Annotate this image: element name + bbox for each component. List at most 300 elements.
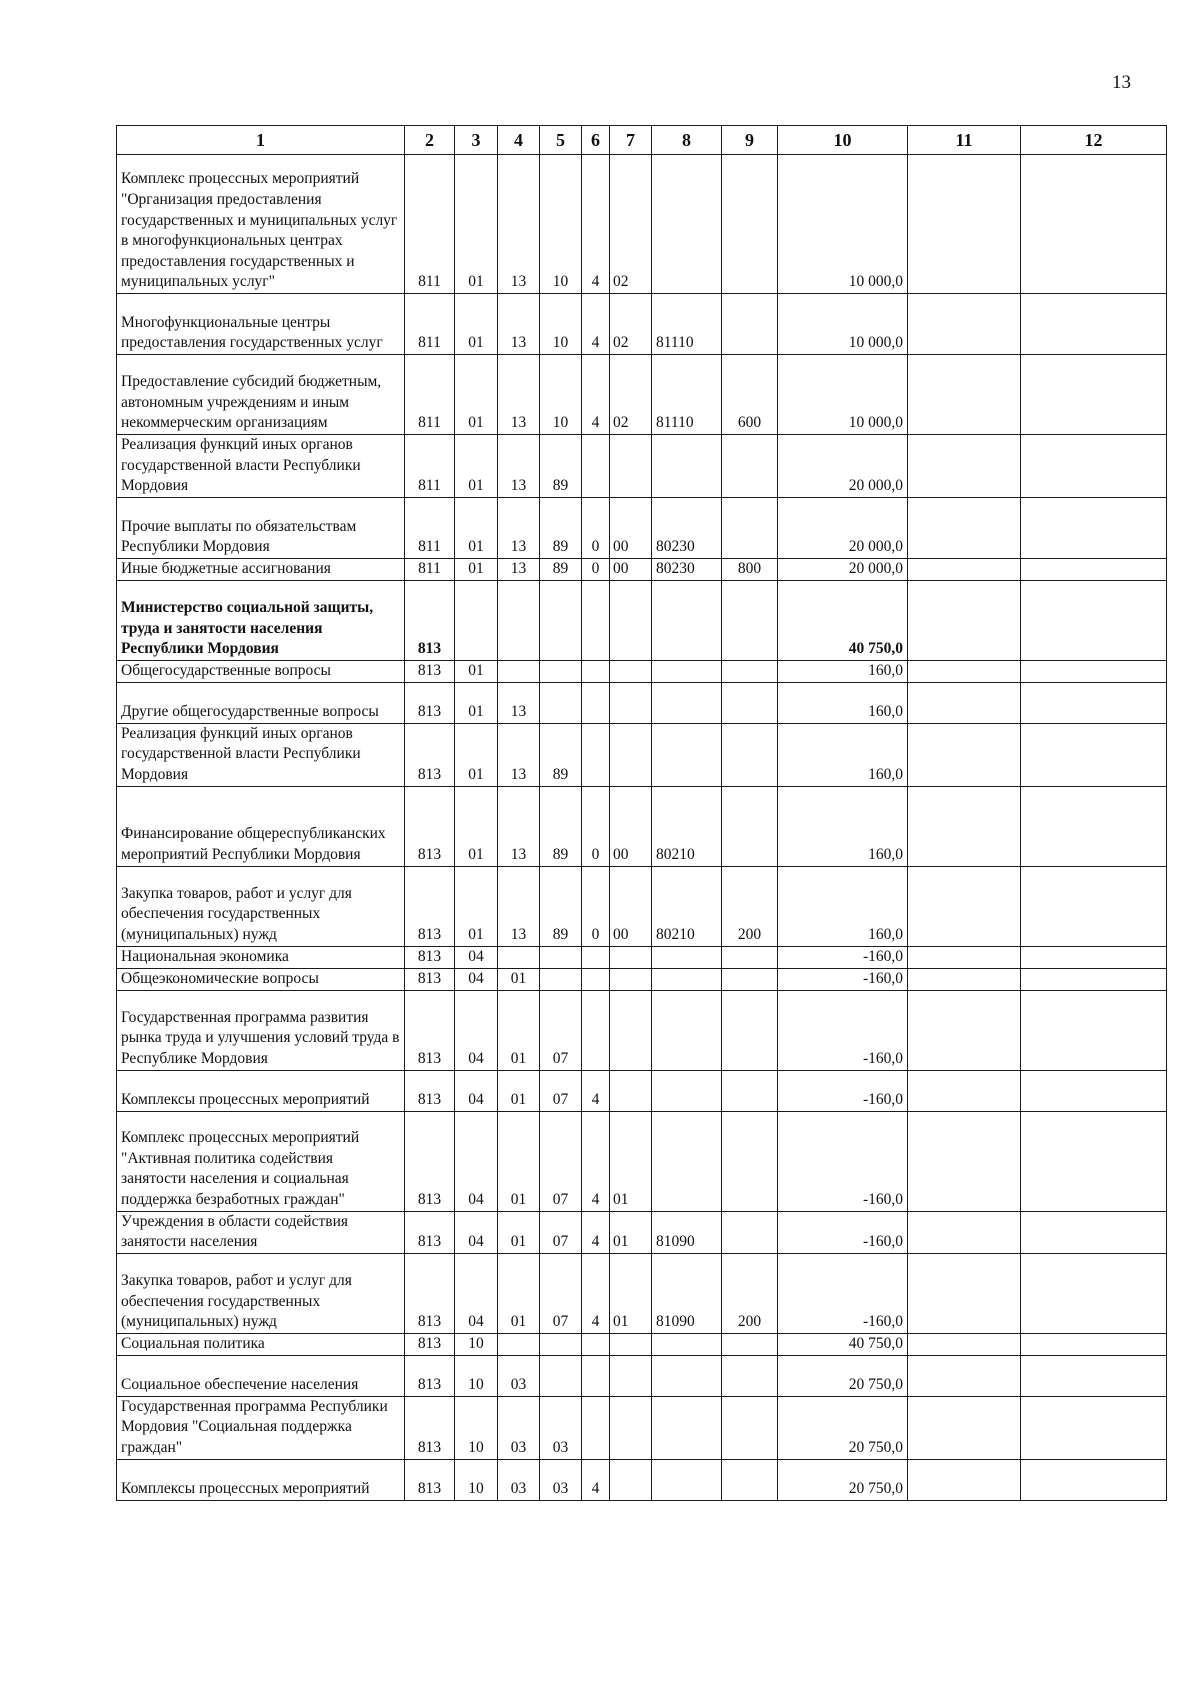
row-name: Иные бюджетные ассигнования xyxy=(117,558,405,580)
code-cell-11 xyxy=(908,1459,1021,1500)
code-cell-4: 03 xyxy=(498,1396,540,1459)
code-cell-3: 01 xyxy=(455,558,498,580)
code-cell-7 xyxy=(610,1070,652,1111)
row-name: Комплексы процессных мероприятий xyxy=(117,1070,405,1111)
code-cell-9: 600 xyxy=(722,355,778,435)
code-cell-2: 813 xyxy=(405,786,455,866)
amount-cell: -160,0 xyxy=(778,1253,908,1333)
column-header-12: 12 xyxy=(1021,126,1167,155)
code-cell-9 xyxy=(722,294,778,355)
code-cell-6 xyxy=(582,435,610,498)
code-cell-9 xyxy=(722,1211,778,1253)
code-cell-6: 4 xyxy=(582,1253,610,1333)
code-cell-4 xyxy=(498,946,540,968)
code-cell-8 xyxy=(652,1396,722,1459)
code-cell-7 xyxy=(610,1333,652,1355)
code-cell-7: 00 xyxy=(610,558,652,580)
row-name: Общегосударственные вопросы xyxy=(117,660,405,682)
amount-cell: 10 000,0 xyxy=(778,355,908,435)
column-header-5: 5 xyxy=(540,126,582,155)
code-cell-7: 02 xyxy=(610,294,652,355)
code-cell-3: 04 xyxy=(455,1253,498,1333)
code-cell-5: 07 xyxy=(540,1253,582,1333)
row-name: Другие общегосударственные вопросы xyxy=(117,682,405,723)
column-header-2: 2 xyxy=(405,126,455,155)
code-cell-2: 813 xyxy=(405,1211,455,1253)
code-cell-7: 01 xyxy=(610,1211,652,1253)
code-cell-6 xyxy=(582,1355,610,1396)
code-cell-8: 81110 xyxy=(652,355,722,435)
column-header-10: 10 xyxy=(778,126,908,155)
code-cell-11 xyxy=(908,435,1021,498)
table-body xyxy=(117,155,1167,1501)
amount-cell: 160,0 xyxy=(778,723,908,786)
page-number: 13 xyxy=(1112,72,1131,93)
table-row xyxy=(117,355,1167,435)
column-header-9: 9 xyxy=(722,126,778,155)
code-cell-11 xyxy=(908,558,1021,580)
code-cell-9 xyxy=(722,990,778,1070)
code-cell-7 xyxy=(610,1459,652,1500)
code-cell-8: 80230 xyxy=(652,558,722,580)
code-cell-4: 13 xyxy=(498,355,540,435)
code-cell-12 xyxy=(1021,435,1167,498)
code-cell-11 xyxy=(908,1355,1021,1396)
table-row xyxy=(117,1253,1167,1333)
code-cell-7 xyxy=(610,682,652,723)
code-cell-4: 13 xyxy=(498,155,540,294)
code-cell-3: 10 xyxy=(455,1396,498,1459)
amount-cell: 160,0 xyxy=(778,866,908,946)
row-name: Комплекс процессных мероприятий "Организация предоставления государственных и муниципальных услуг в многофункциональных центрах предоставления государственных и муниципальных услуг" xyxy=(117,155,405,294)
code-cell-3: 01 xyxy=(455,294,498,355)
code-cell-4 xyxy=(498,1333,540,1355)
row-name: Государственная программа Республики Мордовия "Социальная поддержка граждан" xyxy=(117,1396,405,1459)
code-cell-8 xyxy=(652,1459,722,1500)
code-cell-12 xyxy=(1021,294,1167,355)
code-cell-6 xyxy=(582,580,610,660)
code-cell-3: 01 xyxy=(455,660,498,682)
code-cell-6 xyxy=(582,723,610,786)
code-cell-2: 813 xyxy=(405,1111,455,1211)
table-row xyxy=(117,294,1167,355)
code-cell-6: 0 xyxy=(582,497,610,558)
code-cell-2: 811 xyxy=(405,355,455,435)
code-cell-8 xyxy=(652,1111,722,1211)
code-cell-7 xyxy=(610,580,652,660)
code-cell-4: 03 xyxy=(498,1355,540,1396)
code-cell-9: 200 xyxy=(722,1253,778,1333)
code-cell-2: 813 xyxy=(405,990,455,1070)
code-cell-5: 89 xyxy=(540,866,582,946)
code-cell-12 xyxy=(1021,1333,1167,1355)
code-cell-2: 813 xyxy=(405,866,455,946)
row-name: Общеэкономические вопросы xyxy=(117,968,405,990)
code-cell-8 xyxy=(652,682,722,723)
code-cell-5: 07 xyxy=(540,1211,582,1253)
code-cell-2: 813 xyxy=(405,1355,455,1396)
code-cell-5 xyxy=(540,682,582,723)
code-cell-6: 4 xyxy=(582,1111,610,1211)
code-cell-7: 00 xyxy=(610,786,652,866)
code-cell-12 xyxy=(1021,155,1167,294)
code-cell-4 xyxy=(498,580,540,660)
code-cell-11 xyxy=(908,1333,1021,1355)
code-cell-8: 81090 xyxy=(652,1253,722,1333)
row-name: Учреждения в области содействия занятости населения xyxy=(117,1211,405,1253)
code-cell-9 xyxy=(722,155,778,294)
code-cell-5: 89 xyxy=(540,558,582,580)
code-cell-4: 13 xyxy=(498,435,540,498)
row-name: Прочие выплаты по обязательствам Республики Мордовия xyxy=(117,497,405,558)
code-cell-3: 04 xyxy=(455,990,498,1070)
code-cell-7 xyxy=(610,660,652,682)
row-name: Государственная программа развития рынка труда и улучшения условий труда в Республике Мордовия xyxy=(117,990,405,1070)
code-cell-9 xyxy=(722,1459,778,1500)
code-cell-2: 813 xyxy=(405,660,455,682)
code-cell-3: 04 xyxy=(455,946,498,968)
table-row xyxy=(117,946,1167,968)
code-cell-8: 80210 xyxy=(652,866,722,946)
code-cell-8 xyxy=(652,1333,722,1355)
code-cell-4: 13 xyxy=(498,294,540,355)
code-cell-9 xyxy=(722,497,778,558)
table-row xyxy=(117,723,1167,786)
row-name: Комплекс процессных мероприятий "Активная политика содействия занятости населения и социальная поддержка безработных граждан" xyxy=(117,1111,405,1211)
code-cell-12 xyxy=(1021,682,1167,723)
code-cell-6 xyxy=(582,946,610,968)
code-cell-6 xyxy=(582,990,610,1070)
code-cell-6: 0 xyxy=(582,786,610,866)
code-cell-7 xyxy=(610,968,652,990)
code-cell-11 xyxy=(908,580,1021,660)
code-cell-9 xyxy=(722,968,778,990)
column-header-1: 1 xyxy=(117,126,405,155)
code-cell-5: 89 xyxy=(540,723,582,786)
code-cell-5: 07 xyxy=(540,1111,582,1211)
code-cell-5 xyxy=(540,580,582,660)
code-cell-12 xyxy=(1021,558,1167,580)
table-row xyxy=(117,435,1167,498)
code-cell-7 xyxy=(610,1396,652,1459)
code-cell-4: 01 xyxy=(498,1253,540,1333)
code-cell-6: 0 xyxy=(582,866,610,946)
code-cell-2: 813 xyxy=(405,1070,455,1111)
code-cell-2: 813 xyxy=(405,682,455,723)
code-cell-8: 80230 xyxy=(652,497,722,558)
code-cell-8 xyxy=(652,580,722,660)
table-row xyxy=(117,1211,1167,1253)
code-cell-12 xyxy=(1021,355,1167,435)
row-name: Закупка товаров, работ и услуг для обеспечения государственных (муниципальных) нужд xyxy=(117,866,405,946)
code-cell-12 xyxy=(1021,1070,1167,1111)
code-cell-3: 01 xyxy=(455,355,498,435)
code-cell-6: 0 xyxy=(582,558,610,580)
code-cell-12 xyxy=(1021,946,1167,968)
code-cell-2: 813 xyxy=(405,580,455,660)
code-cell-3: 01 xyxy=(455,497,498,558)
code-cell-4: 13 xyxy=(498,866,540,946)
code-cell-11 xyxy=(908,946,1021,968)
code-cell-4: 01 xyxy=(498,990,540,1070)
code-cell-4 xyxy=(498,660,540,682)
amount-cell: 160,0 xyxy=(778,682,908,723)
code-cell-11 xyxy=(908,786,1021,866)
header-row xyxy=(117,126,1167,155)
code-cell-5: 03 xyxy=(540,1459,582,1500)
code-cell-3: 10 xyxy=(455,1355,498,1396)
table-row xyxy=(117,660,1167,682)
code-cell-9 xyxy=(722,786,778,866)
amount-cell: 20 000,0 xyxy=(778,558,908,580)
code-cell-2: 813 xyxy=(405,723,455,786)
table-row xyxy=(117,1111,1167,1211)
code-cell-11 xyxy=(908,866,1021,946)
code-cell-2: 811 xyxy=(405,497,455,558)
code-cell-6 xyxy=(582,660,610,682)
amount-cell: -160,0 xyxy=(778,1111,908,1211)
code-cell-12 xyxy=(1021,660,1167,682)
amount-cell: 160,0 xyxy=(778,786,908,866)
row-name: Реализация функций иных органов государственной власти Республики Мордовия xyxy=(117,435,405,498)
row-name: Социальная политика xyxy=(117,1333,405,1355)
amount-cell: -160,0 xyxy=(778,968,908,990)
code-cell-9 xyxy=(722,1355,778,1396)
code-cell-6: 4 xyxy=(582,155,610,294)
code-cell-2: 811 xyxy=(405,558,455,580)
row-name: Многофункциональные центры предоставления государственных услуг xyxy=(117,294,405,355)
code-cell-6: 4 xyxy=(582,1459,610,1500)
code-cell-3: 01 xyxy=(455,682,498,723)
code-cell-2: 813 xyxy=(405,946,455,968)
code-cell-12 xyxy=(1021,968,1167,990)
code-cell-2: 813 xyxy=(405,1253,455,1333)
table-row xyxy=(117,1396,1167,1459)
code-cell-5: 07 xyxy=(540,990,582,1070)
code-cell-5: 89 xyxy=(540,786,582,866)
code-cell-3: 01 xyxy=(455,435,498,498)
table-header xyxy=(117,126,1167,155)
amount-cell: 20 750,0 xyxy=(778,1355,908,1396)
amount-cell: -160,0 xyxy=(778,1070,908,1111)
code-cell-5 xyxy=(540,1355,582,1396)
code-cell-12 xyxy=(1021,1211,1167,1253)
code-cell-7: 01 xyxy=(610,1111,652,1211)
code-cell-11 xyxy=(908,355,1021,435)
table-row xyxy=(117,1459,1167,1500)
code-cell-11 xyxy=(908,155,1021,294)
code-cell-6 xyxy=(582,1333,610,1355)
code-cell-3: 01 xyxy=(455,866,498,946)
code-cell-2: 813 xyxy=(405,1396,455,1459)
table-row xyxy=(117,1355,1167,1396)
code-cell-4: 01 xyxy=(498,1211,540,1253)
amount-cell: 40 750,0 xyxy=(778,1333,908,1355)
code-cell-3: 01 xyxy=(455,155,498,294)
code-cell-7 xyxy=(610,1355,652,1396)
table-row xyxy=(117,1070,1167,1111)
code-cell-8 xyxy=(652,660,722,682)
code-cell-9 xyxy=(722,435,778,498)
code-cell-3: 01 xyxy=(455,723,498,786)
budget-table xyxy=(116,125,1167,1501)
code-cell-4: 03 xyxy=(498,1459,540,1500)
code-cell-4: 13 xyxy=(498,497,540,558)
code-cell-7 xyxy=(610,990,652,1070)
table-row xyxy=(117,990,1167,1070)
code-cell-11 xyxy=(908,497,1021,558)
code-cell-7: 02 xyxy=(610,155,652,294)
code-cell-9 xyxy=(722,682,778,723)
code-cell-4: 13 xyxy=(498,558,540,580)
column-header-6: 6 xyxy=(582,126,610,155)
code-cell-9 xyxy=(722,946,778,968)
code-cell-8 xyxy=(652,990,722,1070)
code-cell-11 xyxy=(908,1253,1021,1333)
code-cell-7: 00 xyxy=(610,497,652,558)
code-cell-12 xyxy=(1021,786,1167,866)
code-cell-5: 07 xyxy=(540,1070,582,1111)
code-cell-6 xyxy=(582,968,610,990)
code-cell-3: 04 xyxy=(455,968,498,990)
table-row xyxy=(117,866,1167,946)
column-header-8: 8 xyxy=(652,126,722,155)
column-header-3: 3 xyxy=(455,126,498,155)
code-cell-12 xyxy=(1021,723,1167,786)
table-row xyxy=(117,786,1167,866)
table-row xyxy=(117,1333,1167,1355)
table-row xyxy=(117,558,1167,580)
code-cell-5: 03 xyxy=(540,1396,582,1459)
code-cell-12 xyxy=(1021,580,1167,660)
row-name: Реализация функций иных органов государственной власти Республики Мордовия xyxy=(117,723,405,786)
table-row xyxy=(117,497,1167,558)
code-cell-9 xyxy=(722,660,778,682)
code-cell-11 xyxy=(908,723,1021,786)
code-cell-2: 811 xyxy=(405,435,455,498)
code-cell-3: 04 xyxy=(455,1111,498,1211)
amount-cell: 40 750,0 xyxy=(778,580,908,660)
code-cell-8 xyxy=(652,155,722,294)
code-cell-12 xyxy=(1021,1396,1167,1459)
code-cell-11 xyxy=(908,660,1021,682)
code-cell-11 xyxy=(908,682,1021,723)
amount-cell: -160,0 xyxy=(778,946,908,968)
code-cell-2: 813 xyxy=(405,1459,455,1500)
code-cell-4: 13 xyxy=(498,723,540,786)
code-cell-11 xyxy=(908,1211,1021,1253)
code-cell-11 xyxy=(908,294,1021,355)
column-header-4: 4 xyxy=(498,126,540,155)
code-cell-5 xyxy=(540,946,582,968)
code-cell-8 xyxy=(652,946,722,968)
code-cell-8: 81110 xyxy=(652,294,722,355)
amount-cell: 10 000,0 xyxy=(778,294,908,355)
code-cell-6 xyxy=(582,1396,610,1459)
code-cell-5 xyxy=(540,1333,582,1355)
code-cell-4: 13 xyxy=(498,682,540,723)
code-cell-4: 01 xyxy=(498,968,540,990)
row-name: Комплексы процессных мероприятий xyxy=(117,1459,405,1500)
code-cell-5: 10 xyxy=(540,155,582,294)
code-cell-3: 10 xyxy=(455,1459,498,1500)
code-cell-8 xyxy=(652,1355,722,1396)
code-cell-9 xyxy=(722,1070,778,1111)
code-cell-2: 811 xyxy=(405,155,455,294)
code-cell-3: 01 xyxy=(455,786,498,866)
code-cell-7: 02 xyxy=(610,355,652,435)
amount-cell: 20 750,0 xyxy=(778,1396,908,1459)
code-cell-9: 200 xyxy=(722,866,778,946)
code-cell-8: 80210 xyxy=(652,786,722,866)
code-cell-2: 813 xyxy=(405,1333,455,1355)
code-cell-11 xyxy=(908,1111,1021,1211)
table-row xyxy=(117,682,1167,723)
code-cell-3: 04 xyxy=(455,1211,498,1253)
code-cell-8 xyxy=(652,723,722,786)
code-cell-9 xyxy=(722,1396,778,1459)
code-cell-5 xyxy=(540,660,582,682)
amount-cell: 160,0 xyxy=(778,660,908,682)
code-cell-7: 01 xyxy=(610,1253,652,1333)
table-row xyxy=(117,580,1167,660)
code-cell-4: 01 xyxy=(498,1111,540,1211)
code-cell-5: 89 xyxy=(540,435,582,498)
code-cell-8: 81090 xyxy=(652,1211,722,1253)
code-cell-12 xyxy=(1021,497,1167,558)
code-cell-7 xyxy=(610,723,652,786)
code-cell-8 xyxy=(652,968,722,990)
code-cell-6: 4 xyxy=(582,294,610,355)
code-cell-8 xyxy=(652,435,722,498)
amount-cell: -160,0 xyxy=(778,1211,908,1253)
row-name: Министерство социальной защиты, труда и занятости населения Республики Мордовия xyxy=(117,580,405,660)
table-row xyxy=(117,155,1167,294)
code-cell-9 xyxy=(722,1333,778,1355)
code-cell-9 xyxy=(722,1111,778,1211)
code-cell-5: 10 xyxy=(540,355,582,435)
code-cell-9 xyxy=(722,580,778,660)
row-name: Национальная экономика xyxy=(117,946,405,968)
code-cell-6: 4 xyxy=(582,1070,610,1111)
code-cell-12 xyxy=(1021,990,1167,1070)
amount-cell: -160,0 xyxy=(778,990,908,1070)
code-cell-5: 89 xyxy=(540,497,582,558)
code-cell-12 xyxy=(1021,1355,1167,1396)
amount-cell: 20 000,0 xyxy=(778,497,908,558)
code-cell-11 xyxy=(908,1396,1021,1459)
code-cell-5: 10 xyxy=(540,294,582,355)
column-header-11: 11 xyxy=(908,126,1021,155)
code-cell-4: 01 xyxy=(498,1070,540,1111)
table-row xyxy=(117,968,1167,990)
code-cell-2: 813 xyxy=(405,968,455,990)
code-cell-8 xyxy=(652,1070,722,1111)
code-cell-12 xyxy=(1021,1459,1167,1500)
code-cell-3: 10 xyxy=(455,1333,498,1355)
code-cell-12 xyxy=(1021,1111,1167,1211)
code-cell-12 xyxy=(1021,866,1167,946)
code-cell-11 xyxy=(908,1070,1021,1111)
amount-cell: 20 000,0 xyxy=(778,435,908,498)
amount-cell: 20 750,0 xyxy=(778,1459,908,1500)
row-name: Предоставление субсидий бюджетным, автономным учреждениям и иным некоммерческим организациям xyxy=(117,355,405,435)
code-cell-9: 800 xyxy=(722,558,778,580)
code-cell-11 xyxy=(908,968,1021,990)
code-cell-11 xyxy=(908,990,1021,1070)
row-name: Социальное обеспечение населения xyxy=(117,1355,405,1396)
code-cell-6 xyxy=(582,682,610,723)
